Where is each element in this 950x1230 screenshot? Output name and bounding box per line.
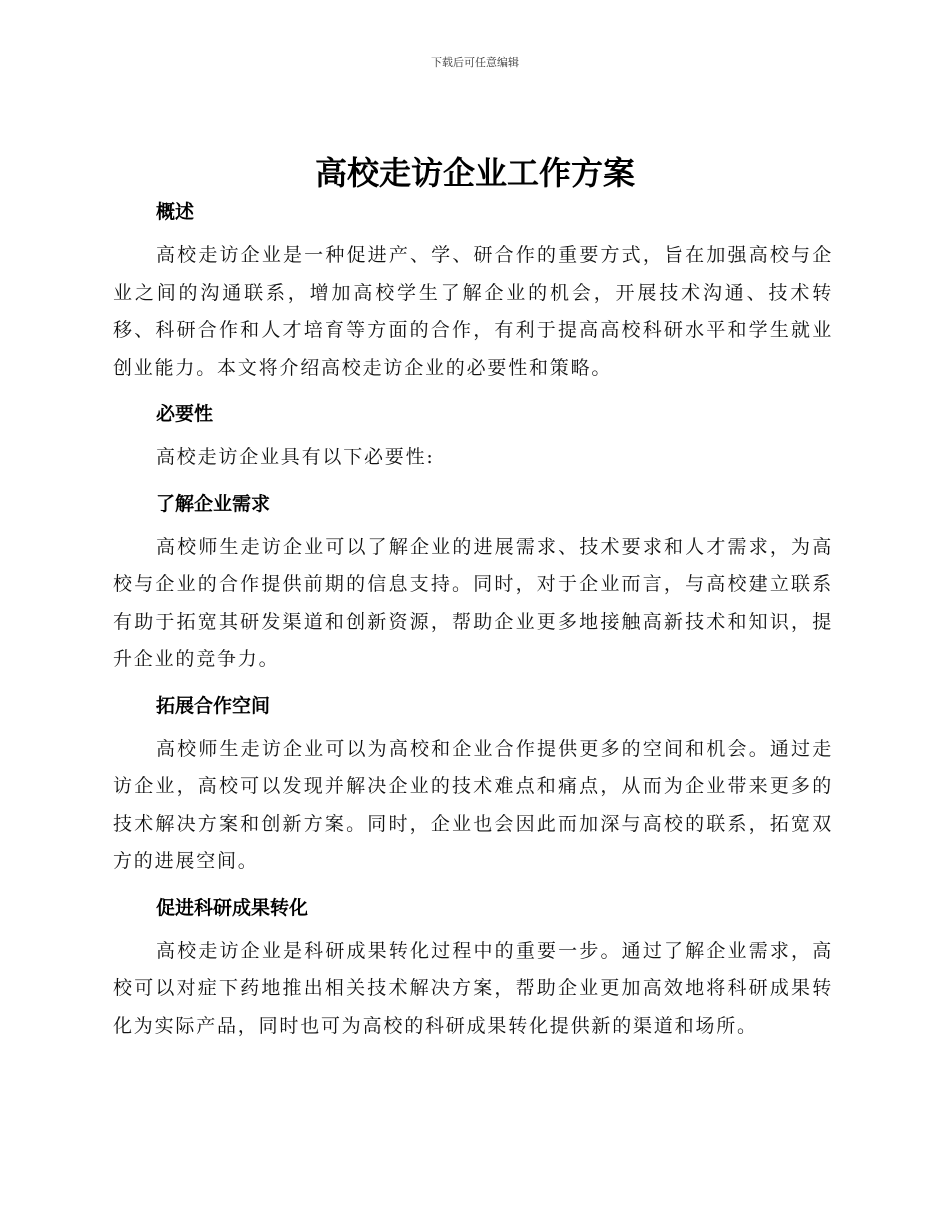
header-note: 下载后可任意编辑 (431, 56, 519, 69)
section-heading: 拓展合作空间 (156, 694, 271, 717)
section-understand-needs (113, 487, 833, 679)
section-paragraph: 高校师生走访企业可以为高校和企业合作提供更多的空间和机会。通过走访企业，高校可以发现并解决企业的技术难点和痛点，从而为企业带来更多的技术解决方案和创新方案。同时，企业也会因此而加深与高校的联系，拓宽双方的进展空间。 (113, 737, 833, 872)
section-heading: 了解企业需求 (156, 492, 271, 515)
document-title: 高校走访企业工作方案 (314, 154, 635, 192)
section-expand-cooperation (113, 689, 833, 881)
document-body (113, 195, 833, 1045)
section-heading: 促进科研成果转化 (156, 896, 309, 919)
section-paragraph: 高校走访企业是科研成果转化过程中的重要一步。通过了解企业需求，高校可以对症下药地推出相关技术解决方案，帮助企业更加高效地将科研成果转化为实际产品，同时也可为高校的科研成果转化提供新的渠道和场所。 (113, 939, 833, 1037)
section-overview (113, 195, 833, 387)
section-necessity (113, 397, 833, 477)
section-research-transfer (113, 891, 833, 1046)
section-paragraph: 高校走访企业具有以下必要性: (156, 446, 435, 468)
section-paragraph: 高校走访企业是一种促进产、学、研合作的重要方式，旨在加强高校与企业之间的沟通联系，增加高校学生了解企业的机会，开展技术沟通、技术转移、科研合作和人才培育等方面的合作，有利于提高高校科研水平和学生就业创业能力。本文将介绍高校走访企业的必要性和策略。 (113, 244, 833, 379)
section-heading: 概述 (156, 201, 195, 223)
section-paragraph: 高校师生走访企业可以了解企业的进展需求、技术要求和人才需求，为高校与企业的合作提供前期的信息支持。同时，对于企业而言，与高校建立联系有助于拓宽其研发渠道和创新资源，帮助企业更多地接触高新技术和知识，提升企业的竞争力。 (113, 535, 833, 670)
section-heading: 必要性 (156, 403, 214, 425)
